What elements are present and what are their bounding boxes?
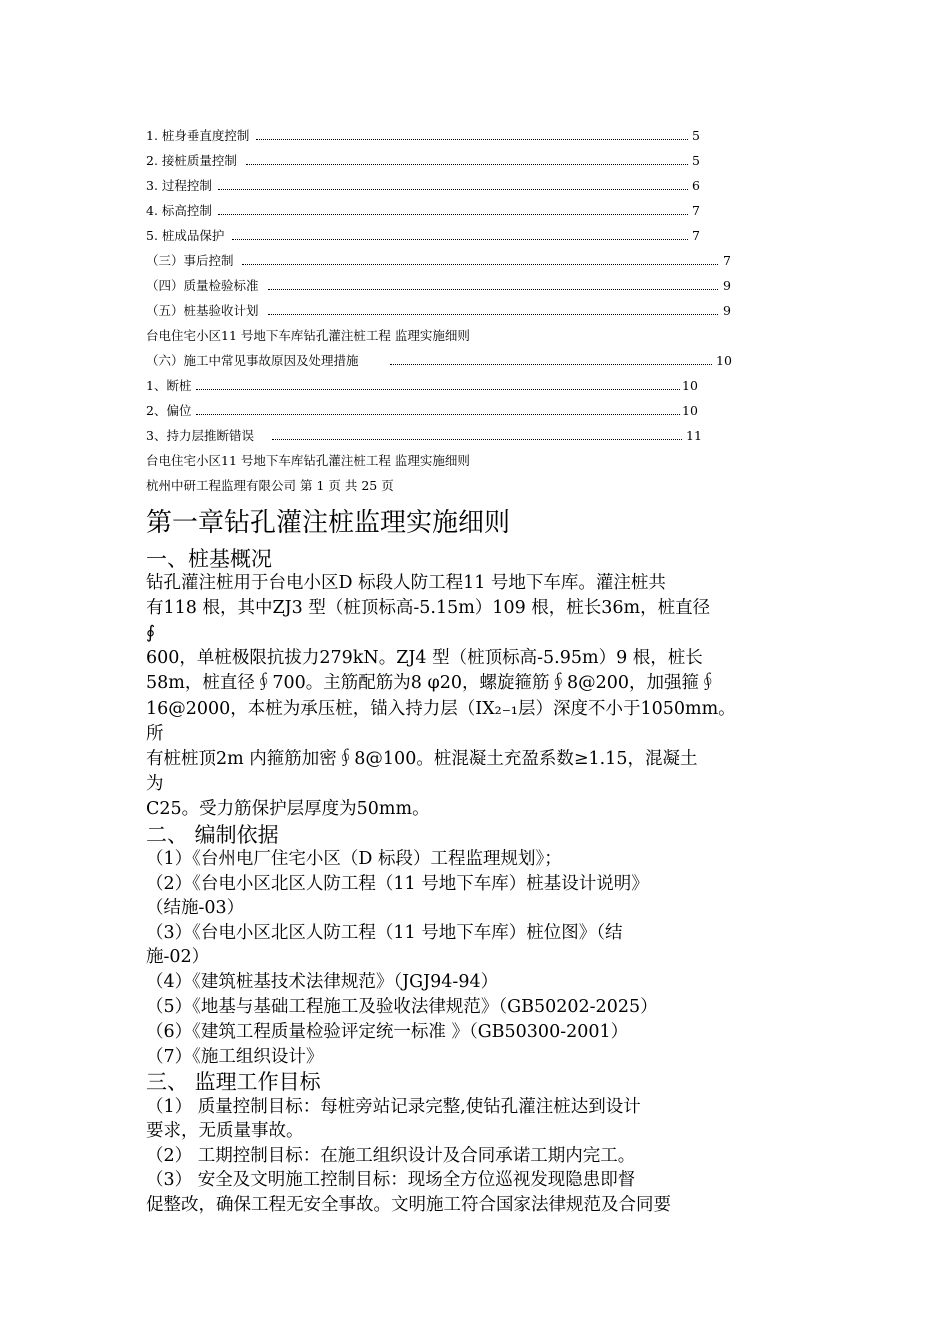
- body-line: （结施-03）: [146, 898, 245, 918]
- toc-entry-page: 10: [716, 353, 732, 368]
- body-line: （4）《建筑桩基技术法律规范》（JGJ94-94）: [146, 972, 499, 992]
- body-line: （7）《施工组织设计》: [146, 1047, 324, 1067]
- section-heading: 一、桩基概况: [146, 547, 272, 571]
- toc-entry-label: 1. 桩身垂直度控制: [146, 126, 249, 146]
- toc-entry-label: （五）桩基验收计划: [146, 301, 259, 321]
- section-heading: 二、 编制依据: [146, 823, 279, 847]
- toc-entry-page: 5: [692, 153, 700, 168]
- chapter-title: 第一章钻孔灌注桩监理实施细则: [146, 508, 511, 538]
- toc-entry-label: 3、持力层推断错误: [146, 426, 254, 446]
- body-line: 促整改，确保工程无安全事故。文明施工符合国家法律规范及合同要: [146, 1195, 671, 1215]
- body-line: 钻孔灌注桩用于台电小区D 标段人防工程11 号地下车库。灌注桩共: [146, 573, 666, 593]
- body-line: 施-02）: [146, 947, 210, 967]
- page-footer: 杭州中研工程监理有限公司 第 1 页 共 25 页: [146, 478, 394, 493]
- running-header: 台电住宅小区11 号地下车库钻孔灌注桩工程 监理实施细则: [146, 328, 470, 343]
- body-line: 16@2000，本桩为承压桩，锚入持力层（IX₂₋₁层）深度不小于1050mm。: [146, 699, 736, 719]
- body-line: 为: [146, 774, 164, 794]
- body-line: 58m，桩直径∮700。主筋配筋为8 φ20，螺旋箍筋∮8@200，加强箍∮: [146, 673, 717, 693]
- toc-entry-page: 10: [682, 403, 698, 418]
- toc-entry-label: 3. 过程控制: [146, 176, 212, 196]
- toc-entry-page: 9: [723, 303, 731, 318]
- section-heading: 三、 监理工作目标: [146, 1070, 321, 1094]
- body-line: 600，单桩极限抗拔力279kN。ZJ4 型（桩顶标高-5.95m）9 根，桩长: [146, 648, 703, 668]
- toc-entry-label: 5. 桩成品保护: [146, 226, 224, 246]
- body-line: （2）《台电小区北区人防工程（11 号地下车库）桩基设计说明》: [146, 874, 649, 894]
- body-line: 要求，无质量事故。: [146, 1121, 304, 1141]
- toc-entry-label: （六）施工中常见事故原因及处理措施: [146, 351, 359, 371]
- body-line: C25。受力筋保护层厚度为50mm。: [146, 799, 430, 819]
- body-line: （2） 工期控制目标：在施工组织设计及合同承诺工期内完工。: [146, 1146, 636, 1166]
- body-line: （3） 安全及文明施工控制目标：现场全方位巡视发现隐患即督: [146, 1170, 636, 1190]
- body-line: （6）《建筑工程质量检验评定统一标准 》（GB50300-2001）: [146, 1022, 629, 1042]
- toc-entry-page: 10: [682, 378, 698, 393]
- toc-entry-label: 1、断桩: [146, 376, 191, 396]
- body-line: ∮: [146, 623, 156, 643]
- toc-entry-label: 2. 接桩质量控制: [146, 151, 237, 171]
- body-line: 有118 根，其中ZJ3 型（桩顶标高-5.15m）109 根，桩长36m，桩直径: [146, 598, 711, 618]
- body-line: （5）《地基与基础工程施工及验收法律规范》（GB50202-2025）: [146, 997, 658, 1017]
- toc-entry-label: （四）质量检验标准: [146, 276, 259, 296]
- toc-entry-page: 9: [723, 278, 731, 293]
- toc-entry-page: 7: [723, 253, 731, 268]
- body-line: 有桩桩顶2m 内箍筋加密∮8@100。桩混凝土充盈系数≥1.15，混凝土: [146, 749, 698, 769]
- body-line: （1） 质量控制目标：每桩旁站记录完整,使钻孔灌注桩达到设计: [146, 1097, 641, 1117]
- toc-entry-page: 7: [692, 228, 700, 243]
- toc-entry-label: （三）事后控制: [146, 251, 234, 271]
- toc-entry-page: 7: [692, 203, 700, 218]
- body-line: （1）《台州电厂住宅小区（D 标段）工程监理规划》；: [146, 849, 562, 869]
- toc-entry-label: 4. 标高控制: [146, 201, 212, 221]
- body-line: 所: [146, 724, 164, 744]
- toc-entry-label: 2、偏位: [146, 401, 191, 421]
- running-header: 台电住宅小区11 号地下车库钻孔灌注桩工程 监理实施细则: [146, 453, 470, 468]
- toc-entry-page: 5: [692, 128, 700, 143]
- toc-entry-page: 6: [692, 178, 700, 193]
- body-line: （3）《台电小区北区人防工程（11 号地下车库）桩位图》（结: [146, 923, 623, 943]
- toc-entry-page: 11: [686, 428, 702, 443]
